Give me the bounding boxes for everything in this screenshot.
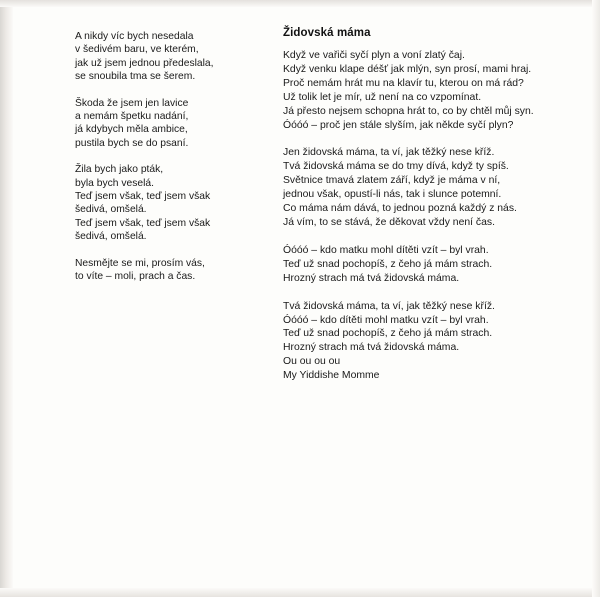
lyric-line: Tvá židovská máma se do tmy dívá, když ty spíš. bbox=[283, 161, 509, 173]
lyric-line: Žila bych jako pták, bbox=[75, 164, 164, 176]
lyric-line: Teď už snad pochopíš, z čeho já mám strach. bbox=[283, 258, 493, 270]
lyric-line: Hrozný strach má tvá židovská máma. bbox=[283, 272, 460, 284]
lyric-line: Teď jsem však, teď jsem však bbox=[75, 191, 211, 203]
lyric-line: já kdybych měla ambice, bbox=[75, 124, 188, 136]
lyric-line: My Yiddishe Momme bbox=[283, 370, 380, 382]
stanza bbox=[283, 300, 573, 383]
page-edge-left bbox=[0, 0, 13, 597]
lyric-line: se snoubila tma se šerem. bbox=[75, 71, 196, 83]
lyric-line: Co máma nám dává, to jednou pozná každý z nás. bbox=[283, 203, 517, 215]
lyric-line: Hrozný strach má tvá židovská máma. bbox=[283, 342, 460, 354]
stanza bbox=[283, 49, 573, 132]
lyric-line: A nikdy víc bych nesedala bbox=[75, 31, 194, 42]
lyric-line: Když ve vařiči syčí plyn a voní zlatý čaj. bbox=[283, 50, 465, 61]
lyrics-column-right bbox=[283, 27, 573, 397]
lyric-line: šedivá, omšelá. bbox=[75, 231, 147, 243]
stanza bbox=[75, 97, 265, 151]
page-edge-top bbox=[0, 0, 600, 7]
page-edge-bottom bbox=[0, 588, 600, 597]
lyric-line: jak už jsem jednou předeslala, bbox=[75, 57, 214, 69]
page-edge-right bbox=[592, 0, 600, 597]
lyric-line: Teď už snad pochopíš, z čeho já mám strach. bbox=[283, 328, 493, 340]
song-title: Židovská máma bbox=[283, 27, 371, 39]
lyric-line: Óóóó – kdo dítěti mohl matku vzít – byl vrah. bbox=[283, 314, 489, 326]
lyric-line: Óóóó – kdo matku mohl dítěti vzít – byl vrah. bbox=[283, 244, 489, 256]
lyric-line: Ou ou ou ou bbox=[283, 356, 341, 368]
lyric-line: Já přesto nejsem schopna hrát to, co by chtěl můj syn. bbox=[283, 105, 534, 117]
stanza bbox=[75, 257, 265, 284]
stanza bbox=[283, 244, 573, 286]
lyric-line: Teď jsem však, teď jsem však bbox=[75, 217, 211, 229]
lyric-line: Óóóó – proč jen stále slyším, jak někde syčí plyn? bbox=[283, 119, 514, 131]
lyric-line: byla bych veselá. bbox=[75, 177, 154, 189]
lyric-line: Jen židovská máma, ta ví, jak těžký nese kříž. bbox=[283, 147, 495, 159]
lyric-line: v šedivém baru, ve kterém, bbox=[75, 44, 199, 56]
lyric-line: Když venku klape déšť jak mlýn, syn prosí, mami hraj. bbox=[283, 63, 532, 75]
lyric-line: Škoda že jsem jen lavice bbox=[75, 97, 189, 109]
lyric-line: Já vím, to se stává, že děkovat vždy není čas. bbox=[283, 216, 495, 228]
lyric-line: pustila bych se do psaní. bbox=[75, 137, 189, 149]
lyric-line: a nemám špetku nadání, bbox=[75, 111, 189, 123]
lyric-line: Už tolik let je mír, už není na co vzpomínat. bbox=[283, 91, 482, 103]
lyrics-column-left bbox=[75, 30, 265, 284]
stanza bbox=[283, 146, 573, 229]
lyric-line: Světnice tmavá zlatem září, když je máma v ní, bbox=[283, 175, 501, 187]
stanza bbox=[75, 163, 265, 243]
lyric-line: Tvá židovská máma, ta ví, jak těžký nese kříž. bbox=[283, 300, 495, 312]
lyric-line: jednou však, opustí-li nás, tak i slunce potemní. bbox=[283, 189, 502, 201]
stanza bbox=[75, 30, 265, 84]
lyric-line: šedivá, omšelá. bbox=[75, 204, 147, 216]
lyric-line: Proč nemám hrát mu na klavír tu, kterou on má rád? bbox=[283, 77, 524, 89]
lyric-line: Nesmějte se mi, prosím vás, bbox=[75, 257, 205, 269]
lyric-line: to víte – moli, prach a čas. bbox=[75, 271, 196, 283]
